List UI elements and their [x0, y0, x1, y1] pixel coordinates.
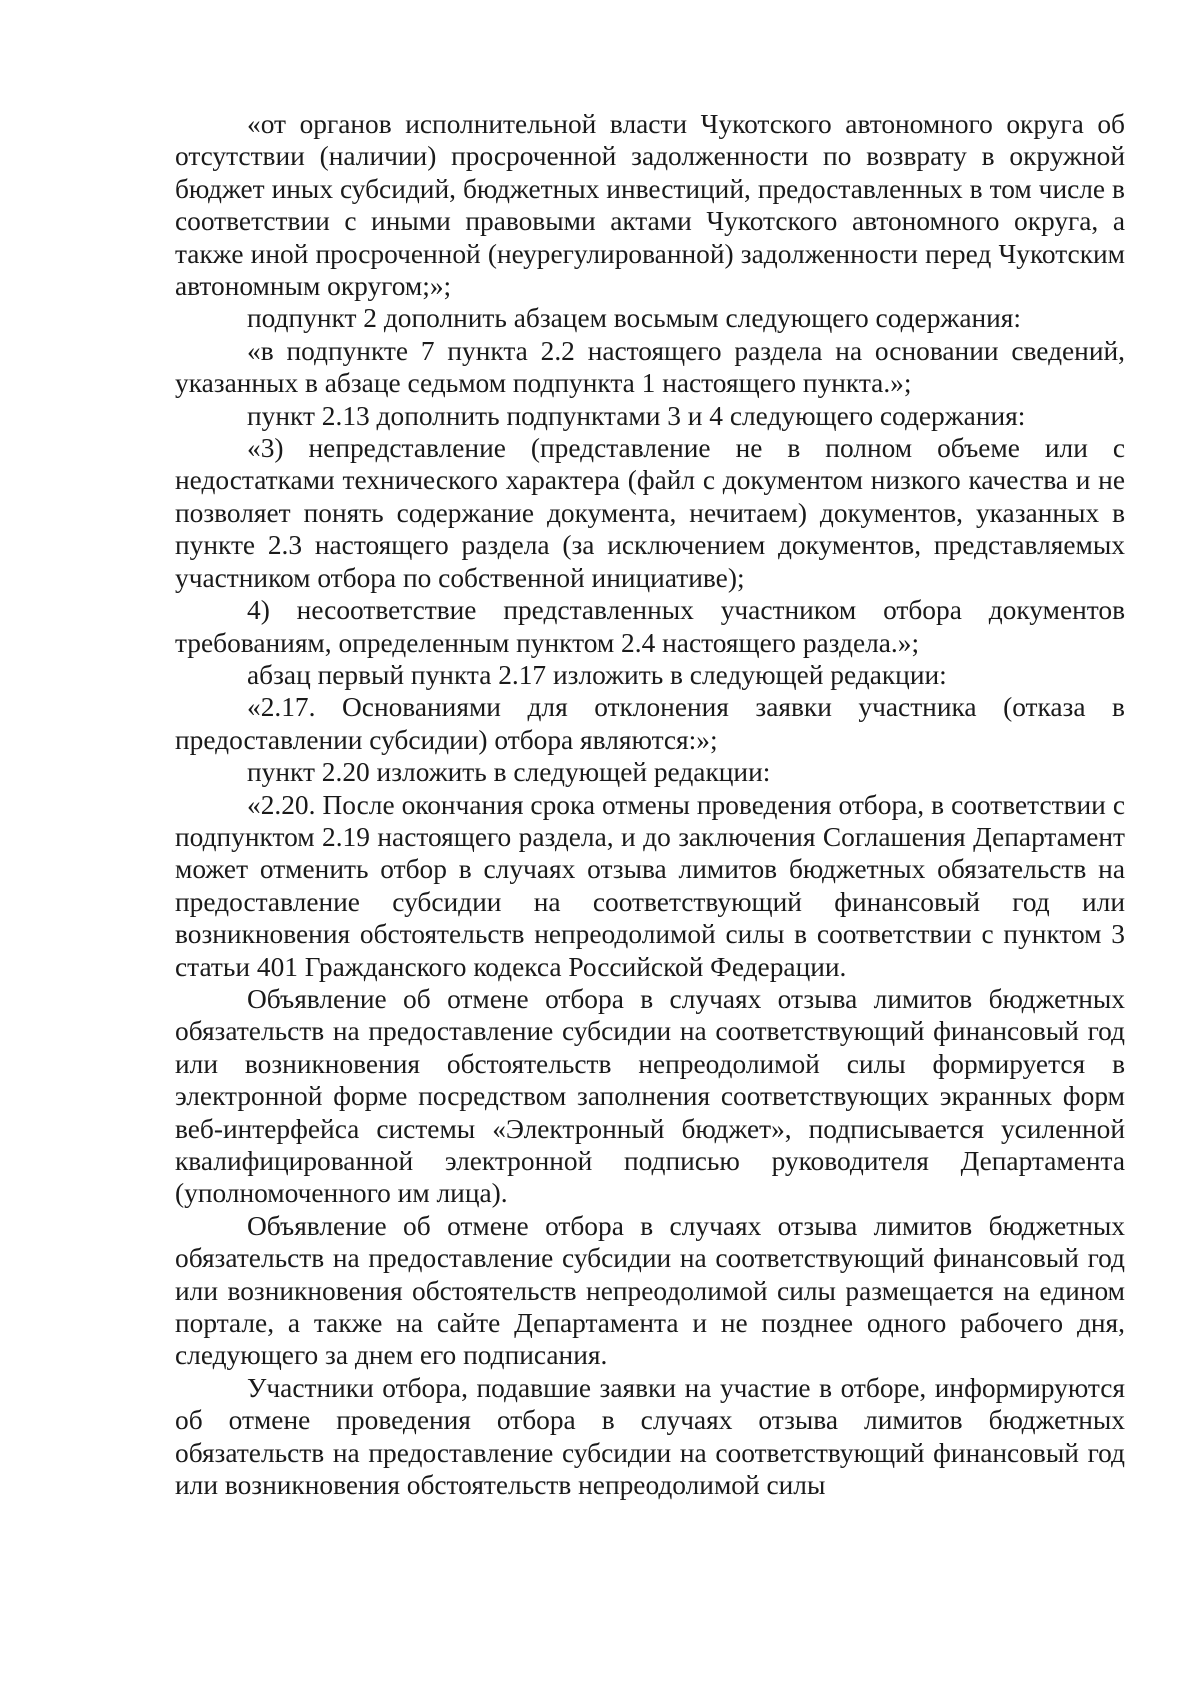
paragraph-participants-informed: Участники отбора, подавшие заявки на участие в отборе, информируются об отмене проведения отбора в случаях отзыва лимитов бюджетных обязательств на предоставление субсидии на соответствующий финансовый год или возникновения обстоятельств непреодолимой силы: [175, 1372, 1125, 1501]
paragraph-point-2-17-text: «2.17. Основаниями для отклонения заявки участника (отказа в предоставлении субсидии) отбора являются:»;: [175, 692, 1125, 755]
paragraph-subpoint-4-text: 4) несоответствие представленных участником отбора документов требованиям, определенным пунктом 2.4 настоящего раздела.»;: [175, 595, 1125, 658]
paragraph-cancellation-notice-publishing: Объявление об отмене отбора в случаях отзыва лимитов бюджетных обязательств на предоставление субсидии на соответствующий финансовый год или возникновения обстоятельств непреодолимой силы размещается на едином портале, а также на сайте Департамента и не позднее одного рабочего дня, следующего за днем его подписания.: [175, 1210, 1125, 1371]
paragraph-creditor-info: «от органов исполнительной власти Чукотского автономного округа об отсутствии (наличии) просроченной задолженности по возврату в окружной бюджет иных субсидий, бюджетных инвестиций, предоставленных в том числе в соответствии с иными правовыми актами Чукотского автономного округа, а также иной просроченной (неурегулированной) задолженности перед Чукотским автономным округом;»;: [175, 109, 1125, 302]
document-page: [175, 108, 1125, 1501]
paragraph-point-2-20-text: «2.20. После окончания срока отмены проведения отбора, в соответствии с подпунктом 2.19 настоящего раздела, и до заключения Соглашения Департамент может отменить отбор в случаях отзыва лимитов бюджетных обязательств на предоставление субсидии на соответствующий финансовый год или возникновения обстоятельств непреодолимой силы в соответствии с пунктом 3 статьи 401 Гражданского кодекса Российской Федерации.: [175, 789, 1125, 982]
paragraph-point-2-17-amend: абзац первый пункта 2.17 изложить в следующей редакции:: [247, 659, 947, 690]
paragraph-subpoint-3-text: «3) непредставление (представление не в полном объеме или с недостатками технического характера (файл с документом низкого качества и не позволяет понять содержание документа, нечитаем) документов, указанных в пункте 2.3 настоящего раздела (за исключением документов, представляемых участником отбора по собственной инициативе);: [175, 433, 1125, 593]
paragraph-subpoint-7-text: «в подпункте 7 пункта 2.2 настоящего раздела на основании сведений, указанных в абзаце седьмом подпункта 1 настоящего пункта.»;: [175, 335, 1125, 399]
paragraph-point-2-13-amend: пункт 2.13 дополнить подпунктами 3 и 4 следующего содержания:: [247, 400, 1026, 431]
paragraph-subpoint-2-amend: подпункт 2 дополнить абзацем восьмым следующего содержания:: [247, 303, 1022, 334]
paragraph-cancellation-notice-forming: Объявление об отмене отбора в случаях отзыва лимитов бюджетных обязательств на предоставление субсидии на соответствующий финансовый год или возникновения обстоятельств непреодолимой силы формируется в электронной форме посредством заполнения соответствующих экранных форм веб-интерфейса системы «Электронный бюджет», подписывается усиленной квалифицированной электронной подписью руководителя Департамента (уполномоченного им лица).: [175, 983, 1125, 1209]
paragraph-point-2-20-amend: пункт 2.20 изложить в следующей редакции:: [247, 757, 771, 788]
